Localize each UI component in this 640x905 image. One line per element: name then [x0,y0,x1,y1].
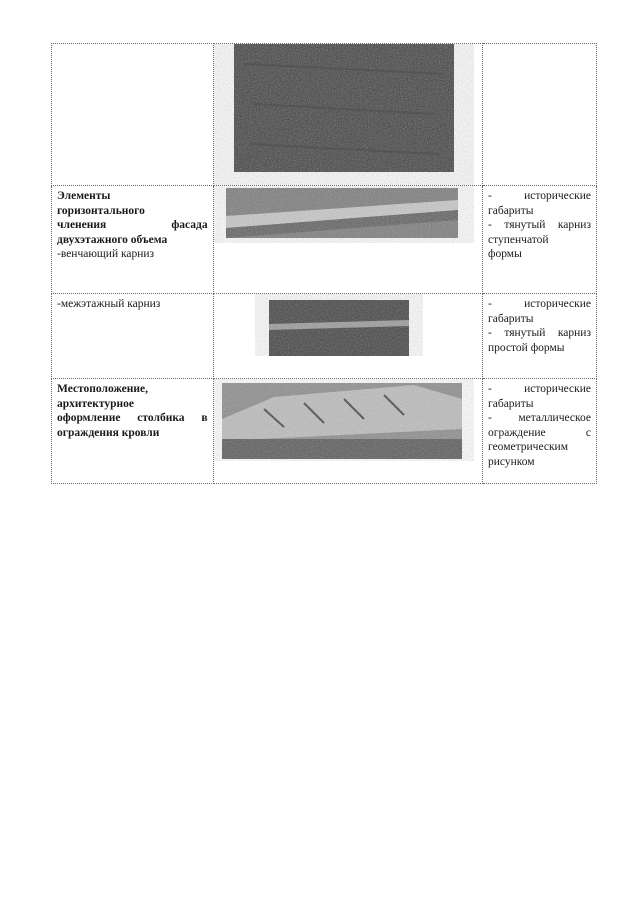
row-title-line: Местоположение, [57,383,148,395]
label-cell [52,44,214,186]
note-line: формы [488,248,522,260]
crowning-cornice-photo [214,186,474,246]
photo-cell [213,294,482,379]
note-line: габариты [488,204,534,217]
note-line: - исторические [488,298,591,310]
note-line: геометрическим [488,441,568,453]
label-cell [52,379,214,484]
facade-photo [214,44,474,185]
note-line: рисунком [488,455,535,468]
row-title-line: горизонтального [57,204,145,217]
row-title-line: Элементы [57,190,111,202]
note-line: - металлическое [488,412,591,424]
row-title-line: архитектурное [57,397,135,410]
notes-cell [483,379,597,484]
table-row [52,186,597,294]
notes-cell [483,186,597,294]
row-subitem: -венчающий карниз [57,248,155,260]
table-row [52,294,597,379]
document-table [51,43,597,484]
note-line: - тянутый карниз [488,219,591,231]
notes-cell [483,294,597,379]
label-cell [52,186,214,294]
roof-fence-photo [214,379,474,461]
label-cell [52,294,214,379]
note-line: - тянутый карниз [488,327,591,339]
row-subitem: -межэтажный карниз [57,298,161,310]
table-row [52,44,597,186]
photo-cell [213,379,482,484]
row-title-line: членения фасада [57,219,208,231]
note-line: ступенчатой [488,233,549,246]
note-line: габариты [488,312,534,325]
photo-cell [213,186,482,294]
row-title-line: двухэтажного объема [57,233,168,246]
row-title-line: оформление столбика в [57,412,208,424]
notes-cell [483,44,597,186]
note-line: габариты [488,397,534,410]
photo-cell [213,44,482,186]
note-line: - исторические [488,190,591,202]
table-row [52,379,597,484]
row-title-line: ограждения кровли [57,426,160,439]
note-line: - исторические [488,383,591,395]
note-line: ограждение с [488,426,591,439]
interfloor-cornice-photo [214,294,474,356]
note-line: простой формы [488,341,565,354]
